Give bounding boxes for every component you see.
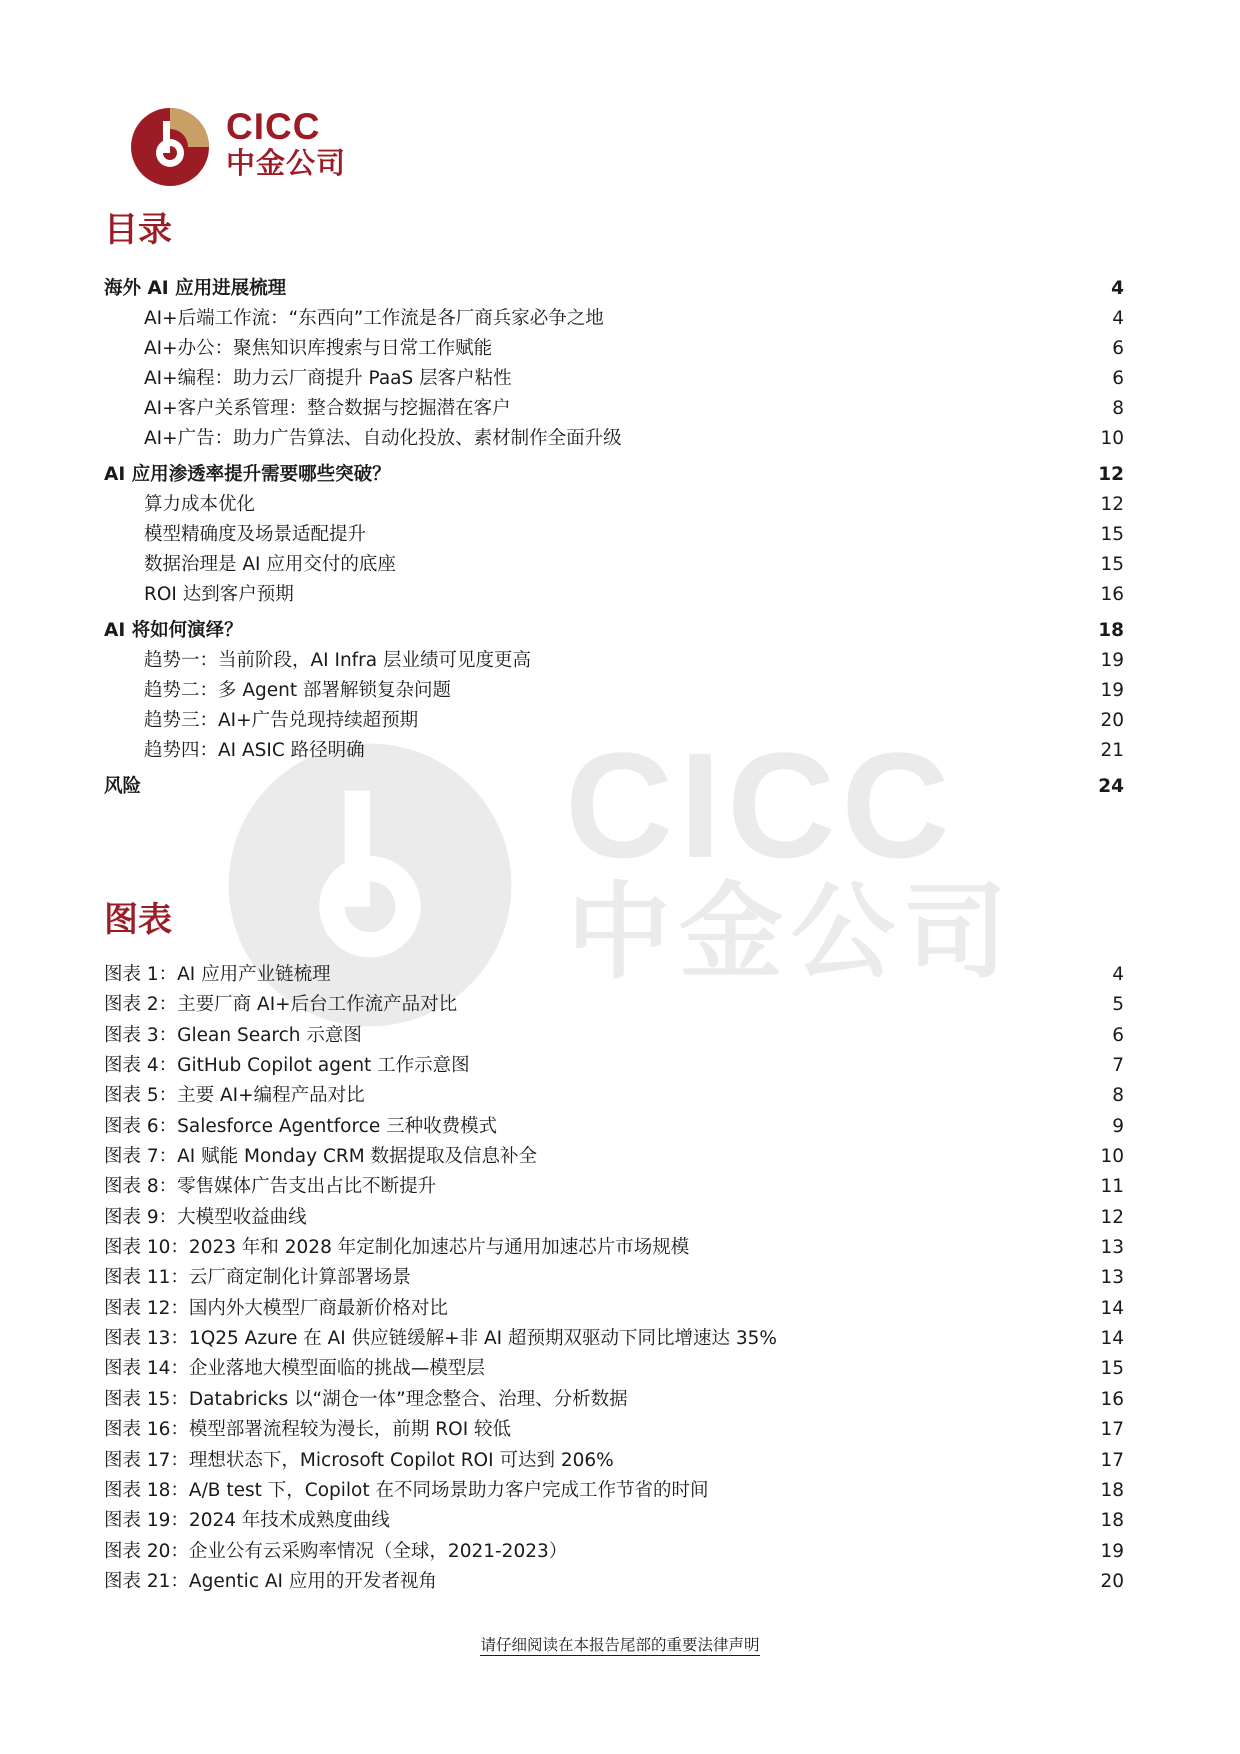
figure-entry-title: 图表 21：Agentic AI 应用的开发者视角 bbox=[104, 1570, 437, 1592]
figure-list-entry[interactable] bbox=[104, 1354, 1124, 1384]
figure-entry-title: 图表 17：理想状态下，Microsoft Copilot ROI 可达到 206% bbox=[104, 1449, 614, 1471]
logo-text-en: CICC bbox=[226, 106, 321, 147]
figure-entry-page: 15 bbox=[1100, 1358, 1124, 1380]
figure-entry-title: 图表 2：主要厂商 AI+后台工作流产品对比 bbox=[104, 994, 458, 1016]
figure-entry-title: 图表 4：GitHub Copilot agent 工作示意图 bbox=[104, 1055, 470, 1077]
toc-entry-title: 算力成本优化 bbox=[144, 494, 256, 515]
figure-entry-title: 图表 8：零售媒体广告支出占比不断提升 bbox=[104, 1176, 437, 1198]
figure-entry-title: 图表 15：Databricks 以“湖仓一体”理念整合、治理、分析数据 bbox=[104, 1388, 628, 1410]
figure-list-entry[interactable] bbox=[104, 1112, 1124, 1142]
figure-entry-page: 20 bbox=[1100, 1570, 1124, 1592]
toc-section-entry[interactable] bbox=[104, 274, 1124, 304]
figure-entry-title: 图表 10：2023 年和 2028 年定制化加速芯片与通用加速芯片市场规模 bbox=[104, 1237, 690, 1259]
figures-heading: 图表 bbox=[104, 900, 172, 940]
figure-entry-title: 图表 6：Salesforce Agentforce 三种收费模式 bbox=[104, 1115, 498, 1137]
toc-entry-title: 海外 AI 应用进展梳理 bbox=[104, 278, 287, 299]
figure-entry-page: 4 bbox=[1112, 964, 1124, 985]
toc-entry-page: 8 bbox=[1112, 398, 1124, 419]
figure-entry-page: 12 bbox=[1100, 1206, 1124, 1228]
toc-entry-page: 6 bbox=[1112, 338, 1124, 359]
toc-section-entry[interactable] bbox=[104, 616, 1124, 646]
toc-section-entry[interactable] bbox=[104, 460, 1124, 490]
figure-list-entry[interactable] bbox=[104, 1537, 1124, 1567]
toc-entry-page: 4 bbox=[1111, 278, 1124, 299]
figure-list-entry[interactable] bbox=[104, 1324, 1124, 1354]
logo-text-cn: 中金公司 bbox=[226, 146, 347, 180]
figure-entry-title: 图表 18：A/B test 下，Copilot 在不同场景助力客户完成工作节省的时间 bbox=[104, 1479, 709, 1501]
figure-entry-title: 图表 16：模型部署流程较为漫长，前期 ROI 较低 bbox=[104, 1419, 512, 1441]
toc-subsection-entry[interactable] bbox=[104, 736, 1124, 766]
figure-entry-page: 18 bbox=[1100, 1479, 1124, 1501]
figure-entry-title: 图表 20：企业公有云采购率情况（全球，2021-2023） bbox=[104, 1540, 568, 1562]
toc-subsection-entry[interactable] bbox=[104, 676, 1124, 706]
figure-list-entry[interactable] bbox=[104, 1506, 1124, 1536]
toc-entry-title: 趋势三：AI+广告兑现持续超预期 bbox=[144, 710, 419, 731]
toc-subsection-entry[interactable] bbox=[104, 550, 1124, 580]
figure-list-entry[interactable] bbox=[104, 1233, 1124, 1263]
figure-entry-page: 13 bbox=[1100, 1267, 1124, 1289]
toc-entry-title: AI 应用渗透率提升需要哪些突破？ bbox=[104, 464, 391, 485]
figure-entry-page: 5 bbox=[1112, 994, 1124, 1016]
figure-list-entry[interactable] bbox=[104, 1446, 1124, 1476]
toc-subsection-entry[interactable] bbox=[104, 364, 1124, 394]
figure-list-entry[interactable] bbox=[104, 1294, 1124, 1324]
table-of-contents bbox=[104, 274, 1124, 802]
figure-entry-title: 图表 3：Glean Search 示意图 bbox=[104, 1024, 362, 1046]
figure-entry-title: 图表 19：2024 年技术成熟度曲线 bbox=[104, 1510, 390, 1532]
figure-entry-page: 6 bbox=[1112, 1024, 1124, 1046]
figure-list-entry[interactable] bbox=[104, 1081, 1124, 1111]
toc-subsection-entry[interactable] bbox=[104, 394, 1124, 424]
figure-entry-page: 8 bbox=[1112, 1085, 1124, 1107]
toc-entry-page: 16 bbox=[1100, 584, 1124, 605]
figure-list-entry[interactable] bbox=[104, 990, 1124, 1020]
toc-entry-title: AI+后端工作流：“东西向”工作流是各厂商兵家必争之地 bbox=[144, 308, 604, 329]
figure-entry-page: 7 bbox=[1112, 1055, 1124, 1077]
legal-notice-footer[interactable] bbox=[0, 1633, 1240, 1655]
toc-entry-page: 20 bbox=[1100, 710, 1124, 731]
toc-entry-page: 6 bbox=[1112, 368, 1124, 389]
figure-list-entry[interactable] bbox=[104, 1415, 1124, 1445]
figure-entry-title: 图表 12：国内外大模型厂商最新价格对比 bbox=[104, 1297, 448, 1319]
cicc-emblem-icon bbox=[130, 107, 210, 187]
toc-subsection-entry[interactable] bbox=[104, 706, 1124, 736]
figure-list-entry[interactable] bbox=[104, 1385, 1124, 1415]
toc-entry-page: 15 bbox=[1100, 554, 1124, 575]
cicc-logo bbox=[130, 107, 360, 187]
figure-entry-page: 9 bbox=[1112, 1115, 1124, 1137]
toc-subsection-entry[interactable] bbox=[104, 304, 1124, 334]
figure-entry-title: 图表 5：主要 AI+编程产品对比 bbox=[104, 1085, 365, 1107]
toc-heading: 目录 bbox=[104, 210, 172, 250]
toc-entry-title: AI+编程：助力云厂商提升 PaaS 层客户粘性 bbox=[144, 368, 512, 389]
toc-entry-page: 12 bbox=[1098, 464, 1124, 485]
toc-entry-title: 模型精确度及场景适配提升 bbox=[144, 524, 367, 545]
toc-entry-title: ROI 达到客户预期 bbox=[144, 584, 294, 605]
figure-entry-page: 17 bbox=[1100, 1449, 1124, 1471]
toc-entry-title: 风险 bbox=[104, 776, 142, 797]
figure-list-entry[interactable] bbox=[104, 1021, 1124, 1051]
toc-entry-title: AI+客户关系管理：整合数据与挖掘潜在客户 bbox=[144, 398, 511, 419]
toc-entry-title: 数据治理是 AI 应用交付的底座 bbox=[144, 554, 396, 575]
toc-subsection-entry[interactable] bbox=[104, 580, 1124, 610]
figure-list-entry[interactable] bbox=[104, 1567, 1124, 1597]
toc-entry-page: 18 bbox=[1098, 620, 1124, 641]
figure-list-entry[interactable] bbox=[104, 1142, 1124, 1172]
figure-list-entry[interactable] bbox=[104, 1051, 1124, 1081]
toc-entry-page: 24 bbox=[1098, 776, 1124, 797]
figure-list-entry[interactable] bbox=[104, 1476, 1124, 1506]
toc-entry-page: 21 bbox=[1100, 740, 1124, 761]
figure-entry-title: 图表 14：企业落地大模型面临的挑战—模型层 bbox=[104, 1358, 485, 1380]
figure-list-entry[interactable] bbox=[104, 1203, 1124, 1233]
figure-entry-page: 16 bbox=[1100, 1388, 1124, 1410]
figure-list-entry[interactable] bbox=[104, 1172, 1124, 1202]
toc-entry-page: 19 bbox=[1100, 650, 1124, 671]
toc-subsection-entry[interactable] bbox=[104, 646, 1124, 676]
toc-entry-title: AI+广告：助力广告算法、自动化投放、素材制作全面升级 bbox=[144, 428, 622, 449]
figure-list-entry[interactable] bbox=[104, 960, 1124, 990]
toc-section-entry[interactable] bbox=[104, 772, 1124, 802]
toc-entry-page: 15 bbox=[1100, 524, 1124, 545]
toc-entry-title: 趋势二：多 Agent 部署解锁复杂问题 bbox=[144, 680, 452, 701]
legal-notice-link[interactable]: 请仔细阅读在本报告尾部的重要法律声明 bbox=[480, 1636, 760, 1654]
toc-entry-title: AI+办公：聚焦知识库搜索与日常工作赋能 bbox=[144, 338, 493, 359]
figure-list-entry[interactable] bbox=[104, 1263, 1124, 1293]
toc-entry-title: AI 将如何演绎？ bbox=[104, 620, 243, 641]
figure-entry-page: 10 bbox=[1100, 1146, 1124, 1168]
toc-subsection-entry[interactable] bbox=[104, 334, 1124, 364]
toc-entry-title: 趋势一：当前阶段，AI Infra 层业绩可见度更高 bbox=[144, 650, 532, 671]
figure-entry-page: 11 bbox=[1100, 1176, 1124, 1198]
watermark-text-cn: 中金公司 bbox=[567, 871, 1016, 993]
figure-entry-title: 图表 7：AI 赋能 Monday CRM 数据提取及信息补全 bbox=[104, 1146, 538, 1168]
figure-entry-title: 图表 9：大模型收益曲线 bbox=[104, 1206, 307, 1228]
toc-subsection-entry[interactable] bbox=[104, 520, 1124, 550]
figure-entry-title: 图表 1：AI 应用产业链梳理 bbox=[104, 964, 331, 985]
figure-entry-page: 18 bbox=[1100, 1510, 1124, 1532]
toc-entry-page: 19 bbox=[1100, 680, 1124, 701]
figure-entry-page: 13 bbox=[1100, 1237, 1124, 1259]
figure-entry-page: 19 bbox=[1100, 1540, 1124, 1562]
toc-subsection-entry[interactable] bbox=[104, 424, 1124, 454]
figure-entry-title: 图表 13：1Q25 Azure 在 AI 供应链缓解+非 AI 超预期双驱动下同比增速达 35% bbox=[104, 1328, 777, 1350]
figure-entry-page: 17 bbox=[1100, 1419, 1124, 1441]
toc-entry-page: 12 bbox=[1100, 494, 1124, 515]
toc-entry-page: 10 bbox=[1100, 428, 1124, 449]
toc-entry-page: 4 bbox=[1112, 308, 1124, 329]
figure-entry-page: 14 bbox=[1100, 1297, 1124, 1319]
watermark-text-en: CICC bbox=[565, 721, 956, 889]
toc-entry-title: 趋势四：AI ASIC 路径明确 bbox=[144, 740, 365, 761]
figure-entry-title: 图表 11：云厂商定制化计算部署场景 bbox=[104, 1267, 411, 1289]
figure-entry-page: 14 bbox=[1100, 1328, 1124, 1350]
figures-list bbox=[104, 960, 1124, 1597]
toc-subsection-entry[interactable] bbox=[104, 490, 1124, 520]
